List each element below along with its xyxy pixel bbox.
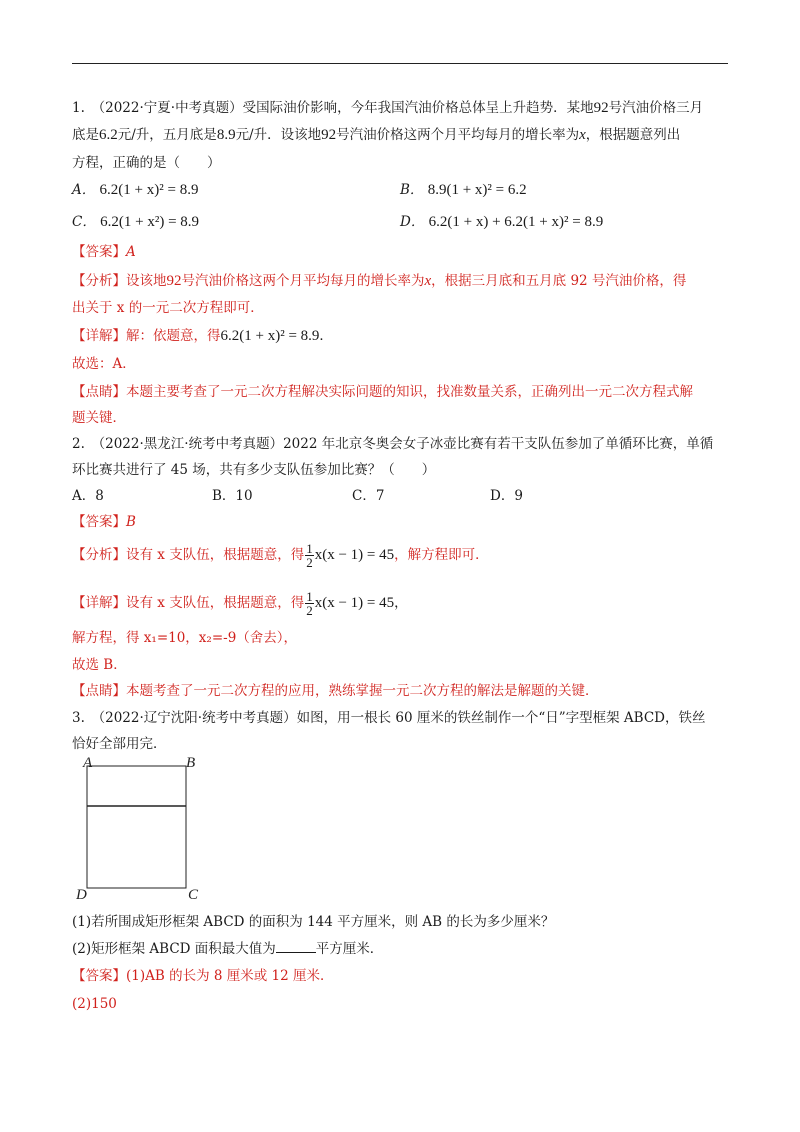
q1-comment-line1: 【点睛】本题主要考查了一元二次方程解决实际问题的知识，找准数量关系，正确列出一元二次方程式解	[72, 384, 693, 400]
q2-option-b: B．10	[212, 488, 253, 504]
q2-solve: 解方程，得 x₁=10，x₂=-9（舍去），	[72, 630, 298, 646]
q2-option-c: C．7	[352, 488, 385, 504]
vertex-label-c: C	[188, 887, 199, 902]
q1-answer: 【答案】A	[72, 244, 136, 260]
q2-answer: 【答案】B	[72, 514, 136, 530]
q1-detail: 【详解】解：依题意，得6.2(1 + x)² = 8.9．	[72, 328, 333, 344]
vertex-label-b: B	[186, 755, 196, 771]
vertex-label-d: D	[76, 887, 87, 902]
q3-answer2: (2)150	[72, 996, 117, 1012]
q1-stem-line1: 1. （2022·宁夏·中考真题）受国际油价影响，今年我国汽油价格总体呈上升趋势．某地92号汽油价格三月	[72, 100, 704, 116]
q1-comment-line2: 题关键．	[72, 410, 126, 426]
q1-stem-line3: 方程，正确的是（ ）	[72, 155, 221, 171]
q1-analysis-line1: 【分析】设该地92号汽油价格这两个月平均每月的增长率为x，根据三月底和五月底 92 号汽油价格，得	[72, 273, 687, 289]
q2-option-a: A．8	[72, 488, 104, 504]
q3-answer1: 【答案】(1)AB 的长为 8 厘米或 12 厘米．	[72, 968, 334, 984]
q2-choose: 故选 B．	[72, 657, 127, 673]
q3-stem-line2: 恰好全部用完．	[72, 736, 167, 752]
q2-analysis: 【分析】设有 x 支队伍，根据题意，得 $\frac{1}{2}$ x(x − 1) = 45，解方程即可．	[72, 541, 489, 570]
q1-choose: 故选：A．	[72, 356, 136, 372]
q1-analysis-line2: 出关于 x 的一元二次方程即可．	[72, 300, 264, 316]
q2-fraction: $\frac{1}{2}$	[306, 541, 313, 570]
answer-blank[interactable]	[276, 940, 316, 953]
q1-stem-line2: 底是6.2元/升，五月底是8.9元/升．设该地92号汽油价格这两个月平均每月的增长率为x，根据题意列出	[72, 127, 681, 143]
frame-rectangle	[87, 766, 186, 888]
q2-comment: 【点睛】本题考查了一元二次方程的应用，熟练掌握一元二次方程的解法是解题的关键．	[72, 683, 599, 699]
q1-option-d: D． 6.2(1 + x) + 6.2(1 + x)² = 8.9	[400, 214, 604, 230]
q3-sub1: (1)若所围成矩形框架 ABCD 的面积为 144 平方厘米，则 AB 的长为多少厘米？	[72, 914, 555, 930]
q1-option-b: B． 8.9(1 + x)² = 6.2	[400, 182, 527, 198]
q2-stem-line1: 2. （2022·黑龙江·统考中考真题）2022 年北京冬奥会女子冰壶比赛有若干支队伍参加了单循环比赛，单循	[72, 436, 714, 452]
q3-stem-line1: 3. （2022·辽宁沈阳·统考中考真题）如图，用一根长 60 厘米的铁丝制作一个“日”字型框架 ABCD，铁丝	[72, 710, 706, 726]
q2-option-d: D．9	[490, 488, 523, 504]
vertex-label-a: A	[83, 755, 93, 771]
header-rule	[72, 63, 728, 64]
q1-option-c: C． 6.2(1 + x²) = 8.9	[72, 214, 200, 230]
q1-option-a: A． 6.2(1 + x)² = 8.9	[72, 182, 199, 198]
frame-diagram	[76, 752, 236, 902]
q3-sub2: (2)矩形框架 ABCD 面积最大值为 平方厘米．	[72, 941, 384, 957]
q2-detail: 【详解】设有 x 支队伍，根据题意，得 $\frac{1}{2}$ x(x − 1) = 45，	[72, 589, 408, 618]
q2-stem-line2: 环比赛共进行了 45 场，共有多少支队伍参加比赛？（ ）	[72, 462, 436, 478]
q2-fraction-detail: $\frac{1}{2}$	[306, 589, 313, 618]
